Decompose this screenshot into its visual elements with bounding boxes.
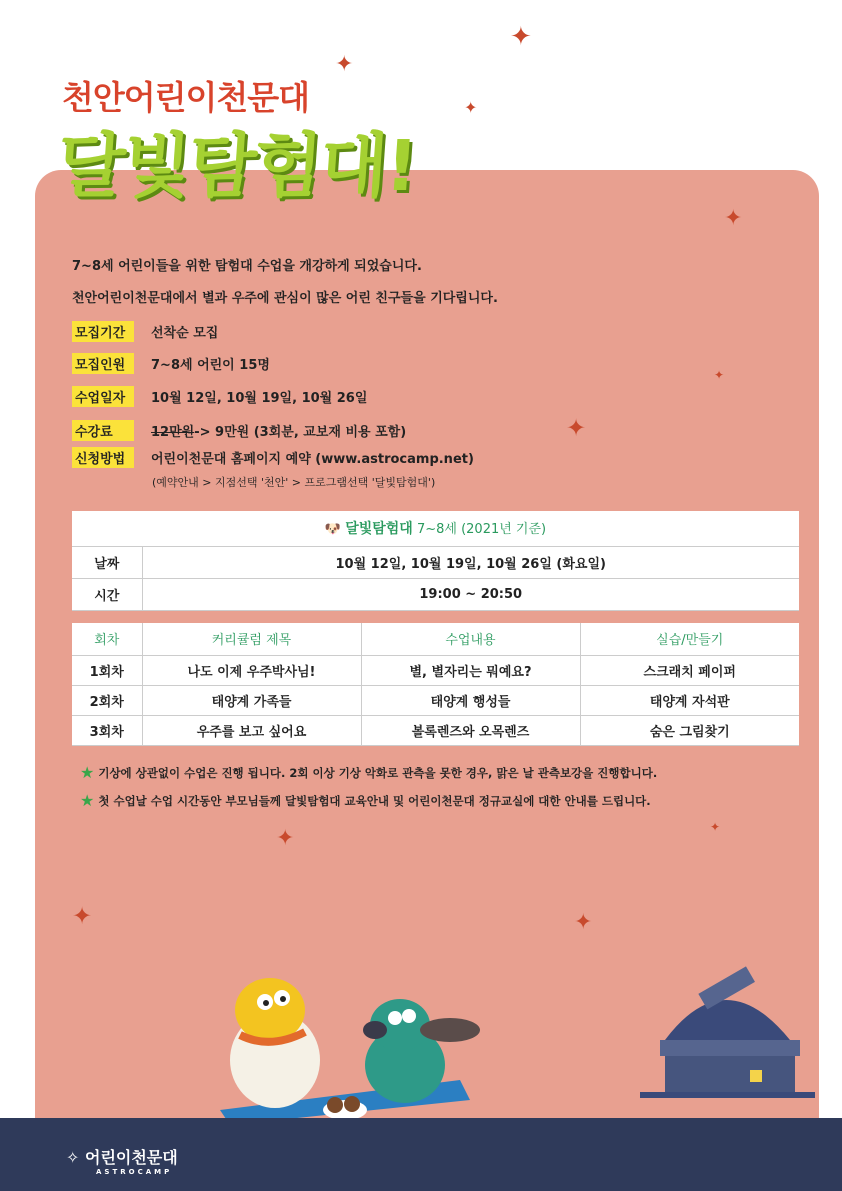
info-label: 수강료	[72, 420, 134, 441]
star-icon: ★	[80, 791, 95, 810]
time-value: 19:00 ~ 20:50	[142, 578, 799, 610]
sparkle-icon: ✦	[464, 98, 478, 117]
star-icon: ★	[80, 763, 95, 782]
note-text: 첫 수업날 수업 시간동안 부모님들께 달빛탐험대 교육안내 및 어린이천문대 정규교실에 대한 안내를 드립니다.	[98, 793, 651, 808]
info-value: 선착순 모집	[151, 326, 219, 341]
curriculum-table	[72, 623, 799, 746]
sparkle-icon: ✦	[710, 820, 721, 834]
table-row	[72, 715, 799, 745]
info-row	[72, 321, 218, 342]
info-value: 7~8세 어린이 15명	[151, 358, 270, 373]
table-row	[72, 655, 799, 685]
sparkle-icon: ✦	[72, 902, 93, 930]
sparkle-icon: ✦	[574, 910, 593, 935]
note	[80, 791, 651, 810]
info-label: 수업일자	[72, 386, 134, 407]
sparkle-icon: ✦	[276, 826, 295, 851]
col-header: 회차	[72, 623, 142, 655]
schedule-table	[72, 511, 799, 611]
sparkle-icon: ✦	[714, 368, 725, 382]
intro-line: 7~8세 어린이들을 위한 탐험대 수업을 개강하게 되었습니다.	[72, 259, 422, 274]
time-label: 시간	[72, 578, 142, 610]
program-name: 달빛탐험대	[345, 521, 413, 538]
poster-subtitle: 천안어린이천문대	[62, 78, 310, 117]
info-label: 모집기간	[72, 321, 134, 342]
dog-icon: 🐶	[324, 522, 346, 538]
sparkle-icon: ✦	[724, 206, 743, 231]
sparkle-icon: ✦	[335, 52, 354, 77]
info-row	[72, 420, 406, 441]
old-price: 12만원	[151, 425, 195, 440]
cell: 볼록렌즈와 오목렌즈	[361, 715, 580, 745]
info-row	[72, 386, 367, 407]
date-label: 날짜	[72, 546, 142, 578]
cell: 나도 이제 우주박사님!	[142, 655, 361, 685]
logo-subtext: ASTROCAMP	[96, 1168, 173, 1176]
info-label: 모집인원	[72, 353, 134, 374]
cell: 태양계 자석판	[580, 685, 799, 715]
date-value: 10월 12일, 10월 19일, 10월 26일 (화요일)	[142, 546, 799, 578]
sparkle-icon: ✦	[510, 22, 532, 52]
col-header: 수업내용	[361, 623, 580, 655]
logo-text: 어린이천문대	[84, 1148, 178, 1167]
cell: 3회차	[72, 715, 142, 745]
table-row	[72, 685, 799, 715]
note-text: 기상에 상관없이 수업은 진행 됩니다. 2회 이상 기상 악화로 관측을 못한 경우, 맑은 날 관측보강을 진행합니다.	[98, 765, 658, 780]
info-value: -> 9만원 (3회분, 교보재 비용 포함)	[194, 425, 407, 440]
info-value: 어린이천문대 홈페이지 예약 (www.astrocamp.net)	[151, 452, 474, 467]
cell: 숨은 그림찾기	[580, 715, 799, 745]
info-row	[72, 353, 270, 374]
col-header: 실습/만들기	[580, 623, 799, 655]
telescope-icon: ✧	[66, 1148, 85, 1167]
intro-line: 천안어린이천문대에서 별과 우주에 관심이 많은 어린 친구들을 기다립니다.	[72, 291, 498, 306]
cell: 우주를 보고 싶어요	[142, 715, 361, 745]
poster-title: 달빛탐험대!	[54, 125, 419, 207]
schedule-caption	[72, 511, 799, 546]
cell: 태양계 행성들	[361, 685, 580, 715]
program-age: 7~8세 (2021년 기준)	[416, 522, 547, 538]
cell: 2회차	[72, 685, 142, 715]
note	[80, 763, 657, 782]
info-value: 10월 12일, 10월 19일, 10월 26일	[151, 391, 368, 406]
cell: 태양계 가족들	[142, 685, 361, 715]
cell: 1회차	[72, 655, 142, 685]
sparkle-icon: ✦	[566, 414, 587, 442]
info-label: 신청방법	[72, 447, 134, 468]
cell: 별, 별자리는 뭐예요?	[361, 655, 580, 685]
booking-path: (예약안내 > 지점선택 '천안' > 프로그램선택 '달빛탐험대')	[152, 476, 436, 489]
observatory-illustration	[640, 960, 815, 1120]
cell: 스크래치 페이퍼	[580, 655, 799, 685]
characters-illustration	[210, 970, 480, 1130]
col-header: 커리큘럼 제목	[142, 623, 361, 655]
info-row	[72, 447, 474, 468]
astrocamp-logo	[66, 1145, 178, 1176]
